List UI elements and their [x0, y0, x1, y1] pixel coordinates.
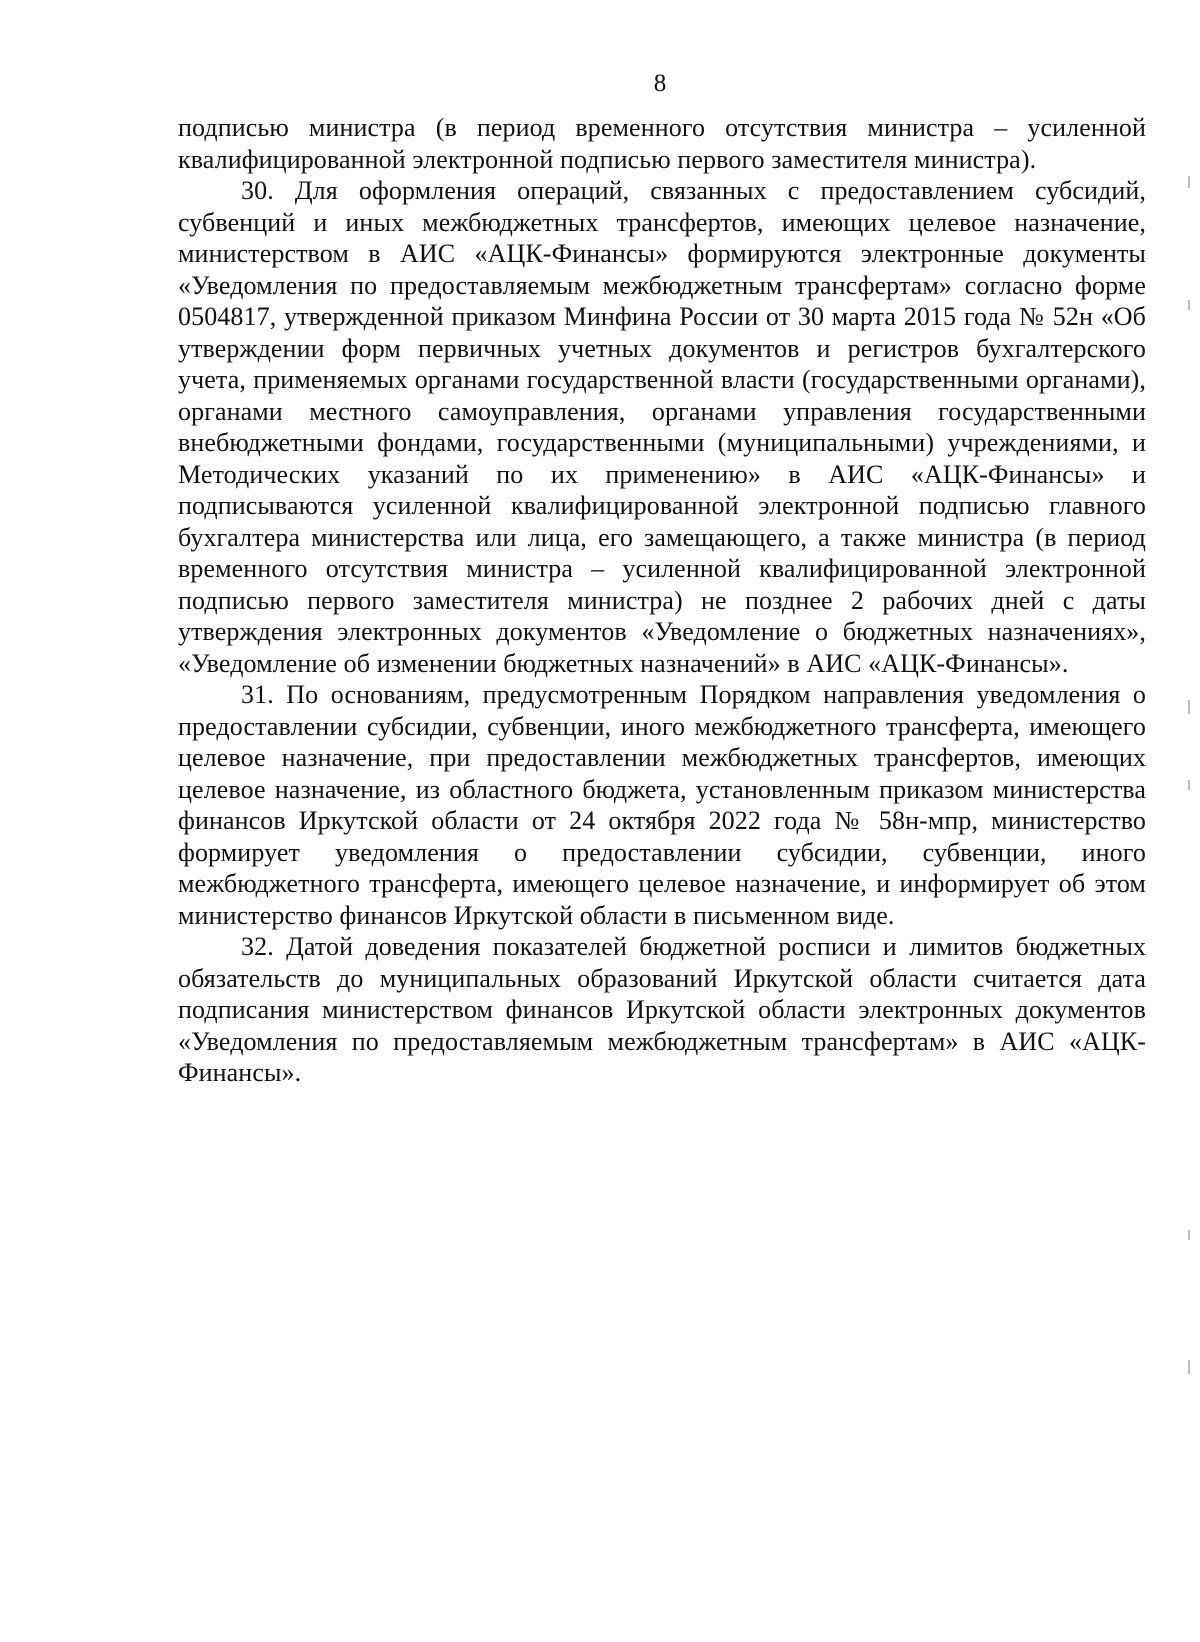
- page-number: 8: [653, 70, 667, 97]
- paragraph-30: 30. Для оформления операций, связанных с предоставлением субсидий, субвенций и иных межбюджетных трансфертов, имеющих целевое назначение, министерством в АИС «АЦК-Финансы» формируются электронные документы «Уведомления по предоставляемым межбюджетным трансфертам» согласно форме 0504817, утвержденной приказом Минфина России от 30 марта 2015 года № 52н «Об утверждении форм первичных учетных документов и регистров бухгалтерского учета, применяемых органами государственной власти (государственными органами), органами местного самоуправления, органами управления государственными внебюджетными фондами, государственными (муниципальными) учреждениями, и Методических указаний по их применению» в АИС «АЦК-Финансы» и подписываются усиленной квалифицированной электронной подписью главного бухгалтера министерства или лица, его замещающего, а также министра (в период временного отсутствия министра – усиленной квалифицированной электронной подписью первого заместителя министра) не позднее 2 рабочих дней с даты утверждения электронных документов «Уведомление о бюджетных назначениях», «Уведомление об изменении бюджетных назначений» в АИС «АЦК-Финансы».: [178, 176, 1146, 678]
- document-body: [178, 112, 1146, 1089]
- scan-artifact: [1188, 700, 1190, 714]
- paragraph-31: 31. По основаниям, предусмотренным Порядком направления уведомления о предоставлении субсидии, субвенции, иного межбюджетного трансферта, имеющего целевое назначение, при предоставлении межбюджетных трансфертов, имеющих целевое назначение, из областного бюджета, установленным приказом министерства финансов Иркутской области от 24 октября 2022 года № 58н-мпр, министерство формирует уведомления о предоставлении субсидии, субвенции, иного межбюджетного трансферта, имеющего целевое назначение, и информирует об этом министерство финансов Иркутской области в письменном виде.: [178, 680, 1146, 930]
- paragraph-continuation: подписью министра (в период временного отсутствия министра – усиленной квалифицированной электронной подписью первого заместителя министра).: [178, 113, 1146, 174]
- paragraph-32: 32. Датой доведения показателей бюджетной росписи и лимитов бюджетных обязательств до муниципальных образований Иркутской области считается дата подписания министерством финансов Иркутской области электронных документов «Уведомления по предоставляемым межбюджетным трансфертам» в АИС «АЦК-Финансы».: [178, 932, 1146, 1087]
- scan-artifact: [1188, 780, 1190, 790]
- scan-artifact: [1188, 176, 1190, 188]
- scan-artifact: [1188, 1360, 1190, 1374]
- scan-artifact: [1188, 1230, 1190, 1240]
- scan-artifact: [1188, 300, 1190, 310]
